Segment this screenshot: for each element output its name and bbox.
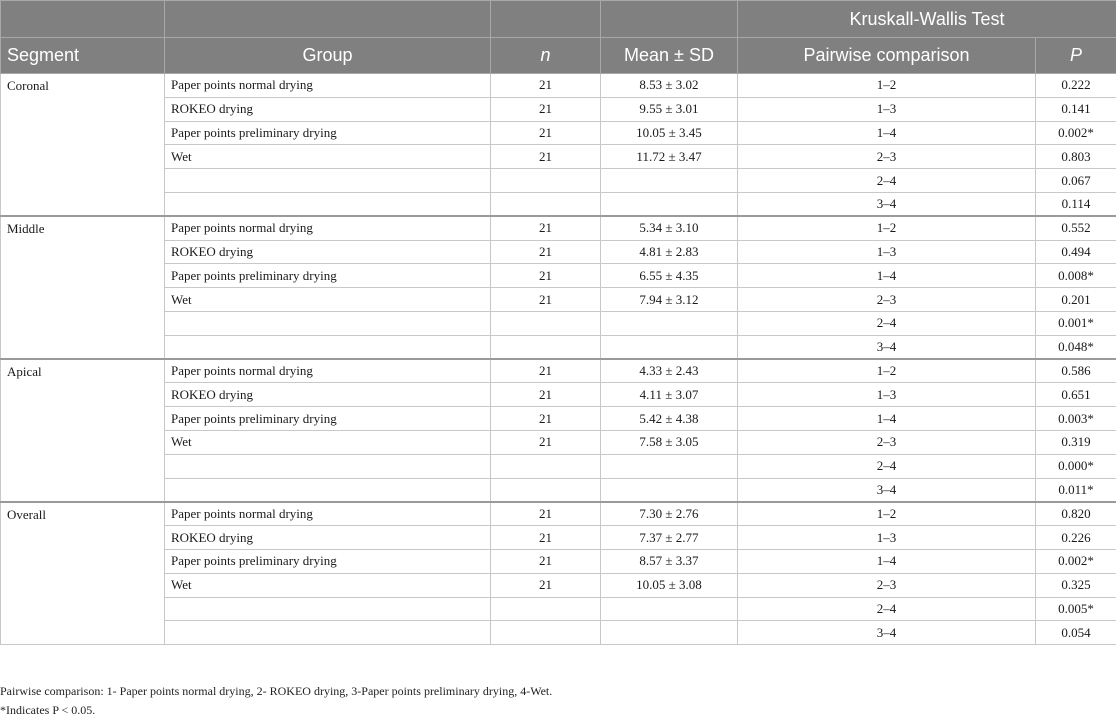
footnote-pairwise-legend: Pairwise comparison: 1- Paper points normal drying, 2- ROKEO drying, 3-Paper points preliminary drying, 4-Wet. (0, 682, 1116, 701)
cell-n (491, 597, 601, 621)
table-row (1, 478, 1116, 502)
cell-group (165, 478, 491, 502)
header-group: Group (165, 38, 491, 74)
cell-pairwise: 3–4 (738, 335, 1036, 359)
cell-group (165, 454, 491, 478)
table-row (1, 526, 1116, 550)
cell-group (165, 169, 491, 193)
cell-pairwise: 2–4 (738, 454, 1036, 478)
cell-pairwise: 1–4 (738, 407, 1036, 431)
cell-mean-sd: 7.37 ± 2.77 (601, 526, 738, 550)
cell-n (491, 478, 601, 502)
cell-p-value: 0.325 (1036, 573, 1116, 597)
table-row (1, 549, 1116, 573)
cell-n: 21 (491, 216, 601, 240)
cell-mean-sd: 4.11 ± 3.07 (601, 383, 738, 407)
cell-pairwise: 3–4 (738, 192, 1036, 216)
cell-segment: Coronal (1, 74, 165, 217)
cell-group (165, 621, 491, 645)
cell-pairwise: 2–4 (738, 169, 1036, 193)
header-row-2 (1, 38, 1116, 74)
cell-p-value: 0.011* (1036, 478, 1116, 502)
table-row (1, 573, 1116, 597)
table-row (1, 454, 1116, 478)
cell-n (491, 621, 601, 645)
cell-n: 21 (491, 526, 601, 550)
cell-mean-sd (601, 454, 738, 478)
table-row (1, 502, 1116, 526)
table-row (1, 121, 1116, 145)
table-body (1, 74, 1116, 645)
cell-mean-sd: 7.94 ± 3.12 (601, 288, 738, 312)
cell-pairwise: 1–2 (738, 74, 1036, 98)
table-row (1, 145, 1116, 169)
cell-group: ROKEO drying (165, 240, 491, 264)
cell-n: 21 (491, 549, 601, 573)
cell-pairwise: 3–4 (738, 621, 1036, 645)
table-row (1, 97, 1116, 121)
cell-n: 21 (491, 502, 601, 526)
header-row-1 (1, 1, 1116, 38)
cell-n: 21 (491, 121, 601, 145)
cell-n: 21 (491, 407, 601, 431)
cell-group (165, 335, 491, 359)
cell-segment: Apical (1, 359, 165, 502)
cell-n: 21 (491, 74, 601, 98)
cell-group: Wet (165, 288, 491, 312)
cell-mean-sd (601, 335, 738, 359)
cell-pairwise: 1–2 (738, 359, 1036, 383)
cell-mean-sd (601, 169, 738, 193)
cell-n: 21 (491, 359, 601, 383)
table-row (1, 74, 1116, 98)
cell-n (491, 311, 601, 335)
table-row (1, 264, 1116, 288)
cell-pairwise: 2–3 (738, 573, 1036, 597)
header-empty-cell (601, 1, 738, 38)
cell-n: 21 (491, 97, 601, 121)
table-row (1, 192, 1116, 216)
cell-p-value: 0.226 (1036, 526, 1116, 550)
cell-group: Paper points preliminary drying (165, 549, 491, 573)
cell-p-value: 0.002* (1036, 121, 1116, 145)
table-footnotes (0, 682, 1116, 720)
cell-p-value: 0.054 (1036, 621, 1116, 645)
cell-pairwise: 1–3 (738, 383, 1036, 407)
header-p: P (1036, 38, 1116, 74)
cell-group: Wet (165, 430, 491, 454)
header-n: n (491, 38, 601, 74)
cell-n: 21 (491, 383, 601, 407)
table-row (1, 240, 1116, 264)
cell-group: Paper points preliminary drying (165, 121, 491, 145)
cell-n (491, 169, 601, 193)
cell-p-value: 0.114 (1036, 192, 1116, 216)
cell-mean-sd (601, 192, 738, 216)
header-mean-sd: Mean ± SD (601, 38, 738, 74)
cell-mean-sd: 8.53 ± 3.02 (601, 74, 738, 98)
cell-mean-sd: 7.30 ± 2.76 (601, 502, 738, 526)
cell-p-value: 0.651 (1036, 383, 1116, 407)
table-row (1, 359, 1116, 383)
cell-mean-sd: 11.72 ± 3.47 (601, 145, 738, 169)
cell-n: 21 (491, 145, 601, 169)
cell-p-value: 0.002* (1036, 549, 1116, 573)
cell-mean-sd: 8.57 ± 3.37 (601, 549, 738, 573)
cell-n: 21 (491, 264, 601, 288)
cell-mean-sd (601, 478, 738, 502)
table-row (1, 383, 1116, 407)
header-empty-cell (491, 1, 601, 38)
cell-segment: Overall (1, 502, 165, 645)
cell-mean-sd: 5.34 ± 3.10 (601, 216, 738, 240)
cell-pairwise: 2–3 (738, 145, 1036, 169)
cell-pairwise: 1–3 (738, 97, 1036, 121)
cell-group: Paper points preliminary drying (165, 407, 491, 431)
cell-mean-sd (601, 621, 738, 645)
cell-p-value: 0.141 (1036, 97, 1116, 121)
table-row (1, 335, 1116, 359)
cell-n (491, 192, 601, 216)
cell-group: Paper points normal drying (165, 502, 491, 526)
table-row (1, 430, 1116, 454)
cell-pairwise: 2–3 (738, 288, 1036, 312)
cell-group: Paper points normal drying (165, 216, 491, 240)
cell-n (491, 335, 601, 359)
cell-group: ROKEO drying (165, 383, 491, 407)
cell-pairwise: 1–2 (738, 216, 1036, 240)
cell-p-value: 0.000* (1036, 454, 1116, 478)
cell-mean-sd: 4.33 ± 2.43 (601, 359, 738, 383)
cell-p-value: 0.001* (1036, 311, 1116, 335)
cell-p-value: 0.552 (1036, 216, 1116, 240)
cell-p-value: 0.586 (1036, 359, 1116, 383)
cell-p-value: 0.820 (1036, 502, 1116, 526)
table-row (1, 621, 1116, 645)
cell-p-value: 0.048* (1036, 335, 1116, 359)
cell-mean-sd: 10.05 ± 3.08 (601, 573, 738, 597)
table-row (1, 169, 1116, 193)
footnote-significance: *Indicates P < 0.05. (0, 701, 1116, 720)
cell-mean-sd: 6.55 ± 4.35 (601, 264, 738, 288)
cell-pairwise: 2–4 (738, 597, 1036, 621)
cell-mean-sd: 7.58 ± 3.05 (601, 430, 738, 454)
cell-mean-sd: 4.81 ± 2.83 (601, 240, 738, 264)
cell-n: 21 (491, 288, 601, 312)
cell-group: Paper points normal drying (165, 74, 491, 98)
cell-p-value: 0.005* (1036, 597, 1116, 621)
cell-mean-sd (601, 597, 738, 621)
cell-p-value: 0.008* (1036, 264, 1116, 288)
cell-group: Paper points preliminary drying (165, 264, 491, 288)
cell-segment: Middle (1, 216, 165, 359)
cell-n (491, 454, 601, 478)
cell-group: ROKEO drying (165, 526, 491, 550)
cell-p-value: 0.067 (1036, 169, 1116, 193)
cell-n: 21 (491, 430, 601, 454)
cell-mean-sd: 10.05 ± 3.45 (601, 121, 738, 145)
table-header (1, 1, 1116, 74)
cell-p-value: 0.003* (1036, 407, 1116, 431)
table-row (1, 407, 1116, 431)
header-empty-cell (1, 1, 165, 38)
cell-n: 21 (491, 240, 601, 264)
table-row (1, 288, 1116, 312)
cell-pairwise: 1–3 (738, 526, 1036, 550)
header-kruskall-wallis: Kruskall-Wallis Test (738, 1, 1116, 38)
cell-p-value: 0.222 (1036, 74, 1116, 98)
table-row (1, 311, 1116, 335)
header-empty-cell (165, 1, 491, 38)
cell-group (165, 311, 491, 335)
cell-pairwise: 3–4 (738, 478, 1036, 502)
cell-group (165, 597, 491, 621)
cell-p-value: 0.319 (1036, 430, 1116, 454)
cell-group: Wet (165, 573, 491, 597)
cell-mean-sd: 5.42 ± 4.38 (601, 407, 738, 431)
cell-p-value: 0.201 (1036, 288, 1116, 312)
table-row (1, 216, 1116, 240)
cell-p-value: 0.803 (1036, 145, 1116, 169)
cell-pairwise: 1–4 (738, 121, 1036, 145)
cell-pairwise: 2–3 (738, 430, 1036, 454)
cell-pairwise: 1–4 (738, 264, 1036, 288)
header-pairwise: Pairwise comparison (738, 38, 1036, 74)
cell-pairwise: 1–4 (738, 549, 1036, 573)
cell-mean-sd: 9.55 ± 3.01 (601, 97, 738, 121)
cell-pairwise: 1–3 (738, 240, 1036, 264)
header-segment: Segment (1, 38, 165, 74)
cell-group (165, 192, 491, 216)
cell-group: Wet (165, 145, 491, 169)
table-row (1, 597, 1116, 621)
cell-p-value: 0.494 (1036, 240, 1116, 264)
cell-group: Paper points normal drying (165, 359, 491, 383)
cell-pairwise: 2–4 (738, 311, 1036, 335)
cell-mean-sd (601, 311, 738, 335)
cell-group: ROKEO drying (165, 97, 491, 121)
cell-pairwise: 1–2 (738, 502, 1036, 526)
cell-n: 21 (491, 573, 601, 597)
